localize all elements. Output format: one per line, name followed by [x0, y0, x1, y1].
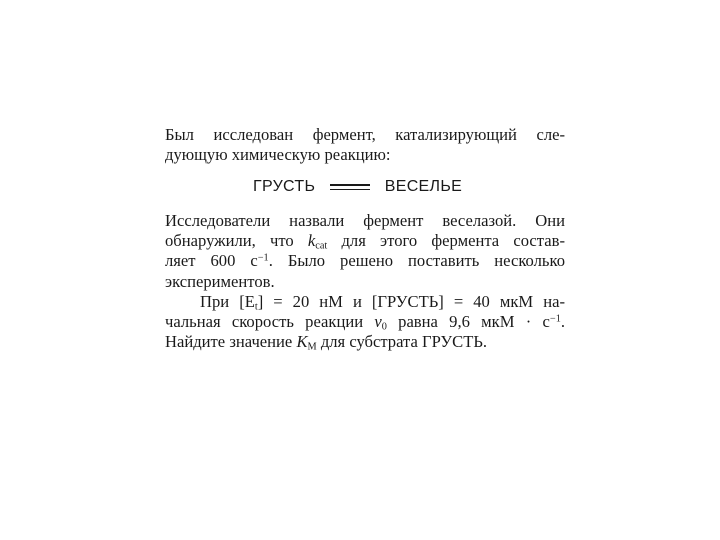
problem-line-6-a: чальная скорость реакции: [165, 311, 375, 331]
problem-line-2: [165, 231, 565, 251]
problem-line-5: [165, 292, 565, 312]
problem-line-2-b: для этого фермента состав-: [327, 231, 565, 251]
equilibrium-arrow-icon: [330, 184, 370, 190]
problem-line-6: [165, 312, 565, 332]
problem-line-6-b: равна 9,6 мкМ · с: [386, 311, 550, 331]
enzyme-total-subscript: t: [254, 301, 258, 313]
problem-line-4: экспериментов.: [165, 271, 275, 291]
intro-line-2: дующую химическую реакцию:: [165, 145, 391, 165]
problem-line-5-a: При [E: [200, 291, 255, 311]
intro-line-1: Был исследован фермент, катализирующий сле-: [165, 125, 565, 144]
problem-line-6-c: .: [560, 311, 565, 331]
problem-line-7-a: Найдите значение: [165, 332, 297, 352]
kcat-subscript: cat: [315, 240, 328, 252]
product-label: ВЕСЕЛЬЕ: [384, 178, 463, 195]
km-symbol: K: [296, 332, 308, 352]
problem-line-5-b: ] = 20 нМ и [ГРУСТЬ] = 40 мкМ на-: [257, 291, 565, 311]
problem-line-3-a: ляет 600 с: [165, 251, 258, 271]
kcat-symbol: k: [307, 231, 316, 251]
problem-line-1: Исследователи назвали фермент веселазой. Они: [165, 211, 565, 230]
km-subscript: M: [307, 341, 317, 353]
problem-paragraph: [165, 211, 565, 352]
problem-line-3: [165, 251, 565, 271]
problem-line-7: [165, 332, 565, 352]
rate-exponent: −1: [549, 313, 561, 325]
problem-line-2-a: обнаружили, что: [165, 231, 308, 251]
velocity-symbol: v: [374, 311, 382, 331]
problem-line-7-b: для субстрата ГРУСТЬ.: [316, 332, 488, 352]
intro-paragraph: [165, 125, 565, 165]
inverse-seconds-exponent: −1: [257, 252, 269, 264]
velocity-subscript: 0: [381, 321, 387, 333]
problem-line-3-b: . Было решено поставить несколько: [268, 251, 565, 271]
reaction-equation: [253, 178, 462, 196]
reactant-label: ГРУСТЬ: [253, 178, 316, 195]
